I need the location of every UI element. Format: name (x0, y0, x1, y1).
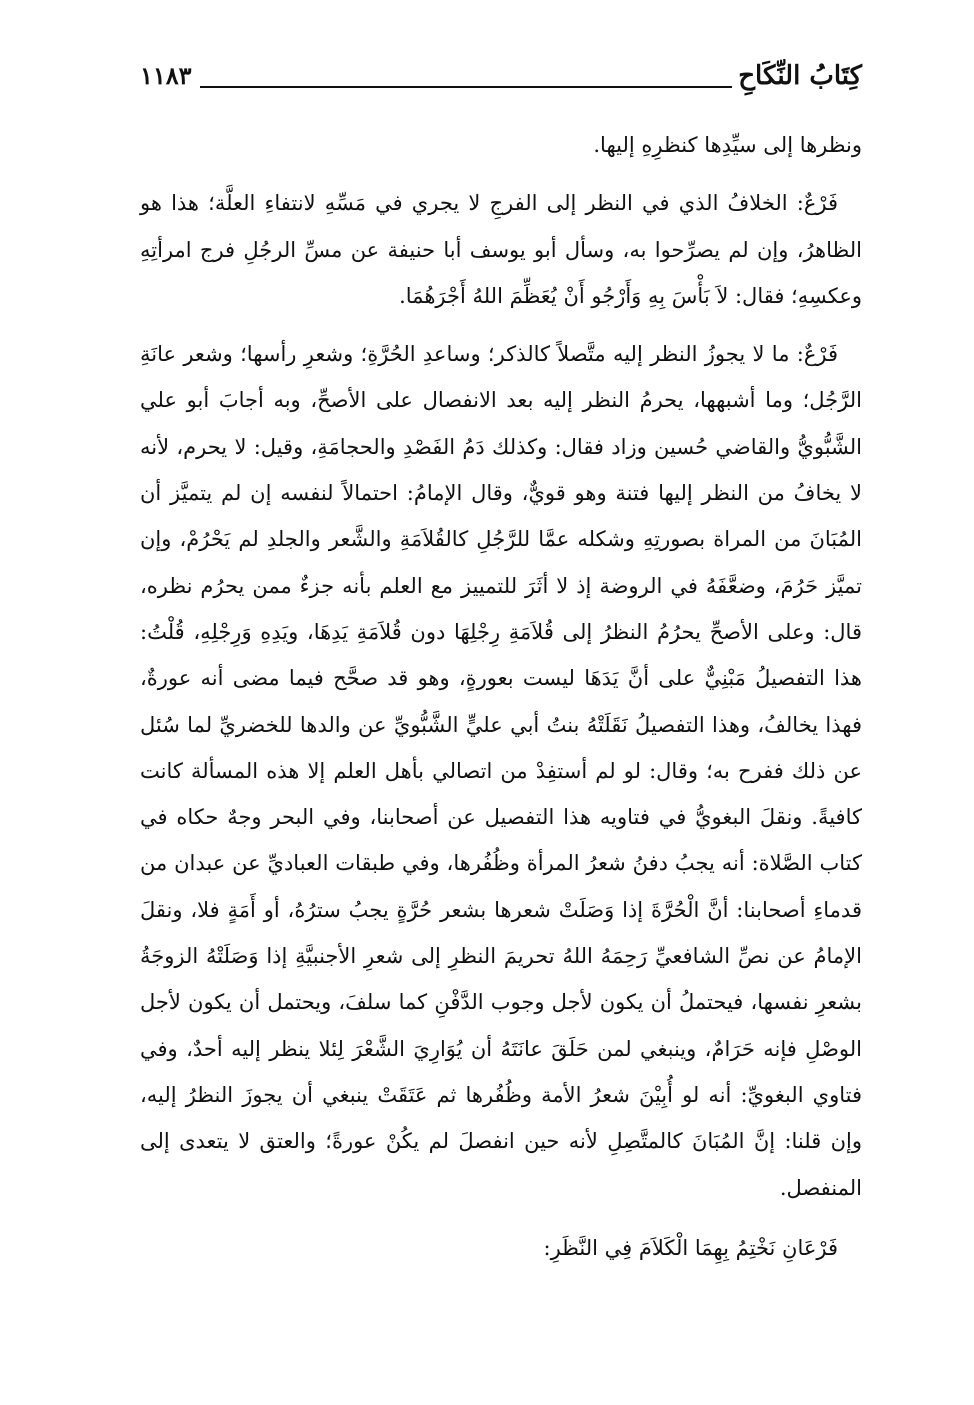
chapter-title: كِتَابُ النِّكَاحِ (738, 61, 862, 91)
running-header (140, 52, 862, 92)
paragraph-far-touch: فَرْعٌ: الخلافُ الذي في النظر إلى الفرجِ لا يجري في مَسِّهِ لانتفاءِ العلَّة؛ هذا هو الظاهرُ، وإن لم يصرِّحوا به، وسأل أبو يوسف أبا حنيفة عن مسِّ الرجُلِ فرج امرأتِهِ وعكسِهِ؛ فقال: لاَ بَأْسَ بِهِ وَأَرْجُو أَنْ يُعَظِّمَ اللهُ أَجْرَهُمَا. (140, 191, 862, 308)
section-subheading: فَرْعَانِ نَخْتِمُ بِهِمَا الْكَلاَمَ فِي النَّظَرِ: (543, 1235, 838, 1260)
paragraph-far-detached-parts: فَرْعٌ: ما لا يجوزُ النظر إليه متَّصلاً كالذكر؛ وساعدِ الحُرَّةِ؛ وشعرِ رأسها؛ وشعر عانَةِ الرَّجُل؛ وما أشبهها، يحرمُ النظر إليه بعد الانفصال على الأصحِّ، وبه أجابَ أبو علي الشَّبُّويُّ والقاضي حُسين وزاد فقال: وكذلك دَمُ الفَصْدِ والحجامَةِ، وقيل: لا يحرم، لأنه لا يخافُ من النظر إليها فتنة وهو قويٌّ، وقال الإمامُ: احتمالاً لنفسه إن لم يتميَّز أن المُبَانَ من المراة بصورتِهِ وشكله عمَّا للرَّجُلِ كالقُلاَمَةِ والشَّعر والجلدِ لم يَحْرُمْ، وإن تميَّز حَرُمَ، وضعَّفَهُ في الروضة إذ لا أثَرَ للتمييز مع العلم بأنه جزءٌ ممن يحرُم نظره، قال: وعلى الأصحِّ يحرُمُ النظرُ إلى قُلاَمَةِ رِجْلِهَا دون قُلاَمَةِ يَدِهَا، ويَدِهِ وَرِجْلِهِ، قُلْتُ: هذا التفصيلُ مَبْنِيٌّ على أنَّ يَدَهَا ليست بعورةٍ، وهو قد صحَّح فيما مضى أنه عورةٌ، فهذا يخالفُ، وهذا التفصيلُ نَقَلَتْهُ بنتُ أبي عليٍّ الشَّبُّويِّ عن والدها للخضريِّ لما سُئل عن ذلك ففرح به؛ وقال: لو لم أستفِدْ من اتصالي بأهل العلم إلا هذه المسألة كانت كافيةً. ونقلَ البغويُّ في فتاويه هذا التفصيل عن أصحابنا، وفي البحر وجهٌ حكاه في كتاب الصَّلاة: أنه يجبُ دفنُ شعرُ المرأة وظُفُرها، وفي طبقات العباديِّ عن عبدان من قدماءِ أصحابنا: أنَّ الْحُرَّةَ إذا وَصَلَتْ شعرها بشعر حُرَّةٍ يجبُ سترُهُ، أو أَمَةٍ فلا، ونقلَ الإمامُ عن نصِّ الشافعيِّ رَحِمَهُ اللهُ تحريمَ النظرِ إلى شعرِ الأجنبيَّةِ إذا وَصَلَتْهُ الزوجَةُ بشعرِ نفسها، فيحتملُ أن يكون لأجل وجوب الدَّفْنِ كما سلفَ، ويحتمل أن يكون لأجل الوصْلِ فإنه حَرَامٌ، وينبغي لمن حَلَقَ عانَتَهُ أن يُوَارِيَ الشَّعْرَ لِئلا ينظر إليه أحدٌ، وفي فتاوي البغويِّ: أنه لو أُبِيْنَ شعرُ الأمة وظُفُرها ثم عَتَقَتْ ينبغي أن يجوزَ النظرُ إليه، وإن قلنا: إنَّ المُبَانَ كالمتَّصِلِ لأنه حين انفصلَ لم يكُنْ عورةً؛ والعتق لا يتعدى إلى المنفصل. (140, 342, 862, 1200)
page-number: ١١٨٣ (140, 61, 192, 90)
header-rule (200, 86, 733, 88)
paragraph-continuation: ونظرها إلى سيِّدِها كنظرِهِ إليها. (593, 133, 862, 157)
body-text (140, 122, 862, 1271)
